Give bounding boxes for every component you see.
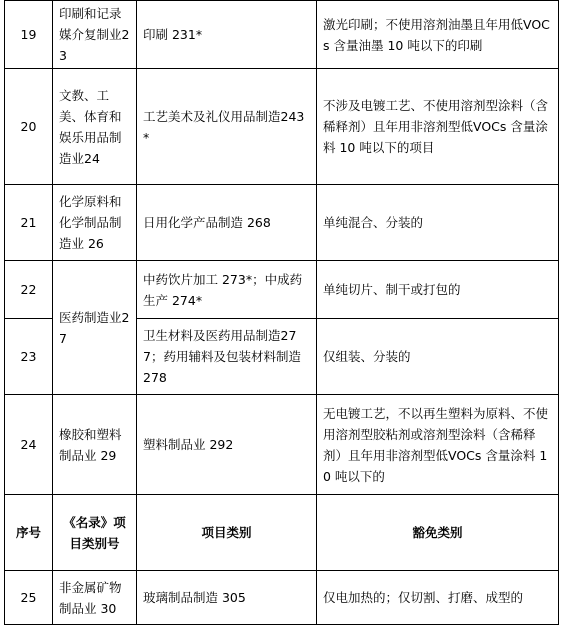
exemption-cell: 仅电加热的；仅切割、打磨、成型的: [317, 571, 559, 625]
table-row: [5, 69, 559, 185]
table-row: [5, 571, 559, 625]
row-number: 20: [5, 69, 53, 185]
project-cell: 印刷 231*: [137, 1, 317, 69]
category-cell: 印刷和记录媒介复制业23: [53, 1, 137, 69]
project-cell: 工艺美术及礼仪用品制造243*: [137, 69, 317, 185]
category-cell: 文教、工美、体育和娱乐用品制造业24: [53, 69, 137, 185]
category-cell: 化学原料和化学制品制造业 26: [53, 185, 137, 261]
project-cell: 中药饮片加工 273*；中成药生产 274*: [137, 261, 317, 319]
exemption-cell: 单纯混合、分装的: [317, 185, 559, 261]
row-number: 21: [5, 185, 53, 261]
row-number: 24: [5, 395, 53, 495]
exemption-cell: 无电镀工艺，不以再生塑料为原料、不使用溶剂型胶粘剂或溶剂型涂料（含稀释剂）且年用非溶剂型低VOCs 含量涂料 10 吨以下的: [317, 395, 559, 495]
row-number: 23: [5, 319, 53, 395]
project-cell: 卫生材料及医药用品制造277；药用辅料及包装材料制造 278: [137, 319, 317, 395]
table-row: [5, 395, 559, 495]
project-cell: 玻璃制品制造 305: [137, 571, 317, 625]
table-row: [5, 1, 559, 69]
table-row: [5, 261, 559, 319]
header-category: 《名录》项目类别号: [53, 495, 137, 571]
category-cell: 非金属矿物制品业 30: [53, 571, 137, 625]
row-number: 22: [5, 261, 53, 319]
category-cell: 医药制造业27: [53, 261, 137, 395]
row-number: 25: [5, 571, 53, 625]
exemption-cell: 单纯切片、制干或打包的: [317, 261, 559, 319]
project-cell: 日用化学产品制造 268: [137, 185, 317, 261]
project-cell: 塑料制品业 292: [137, 395, 317, 495]
header-exemption: 豁免类别: [317, 495, 559, 571]
table-header-row: [5, 495, 559, 571]
category-cell: 橡胶和塑料制品业 29: [53, 395, 137, 495]
exemption-table: [4, 0, 559, 625]
row-number: 19: [5, 1, 53, 69]
exemption-cell: 仅组装、分装的: [317, 319, 559, 395]
exemption-cell: 不涉及电镀工艺、不使用溶剂型涂料（含稀释剂）且年用非溶剂型低VOCs 含量涂料 10 吨以下的项目: [317, 69, 559, 185]
table-row: [5, 185, 559, 261]
exemption-cell: 激光印刷；不使用溶剂油墨且年用低VOCs 含量油墨 10 吨以下的印刷: [317, 1, 559, 69]
header-project: 项目类别: [137, 495, 317, 571]
header-number: 序号: [5, 495, 53, 571]
